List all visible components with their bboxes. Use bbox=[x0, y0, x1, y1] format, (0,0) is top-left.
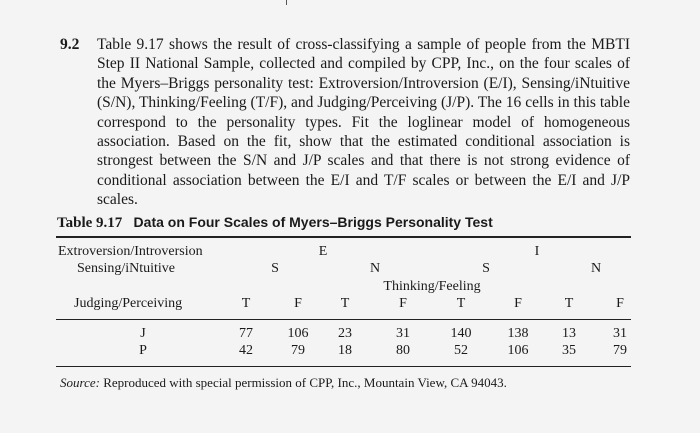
level-n-i: N bbox=[590, 261, 602, 276]
cell-p-5: 52 bbox=[454, 343, 468, 358]
exercise-number: 9.2 bbox=[60, 36, 80, 53]
table-header-rule bbox=[56, 319, 631, 320]
level-e: E bbox=[318, 244, 328, 259]
level-s-i: S bbox=[482, 261, 490, 276]
level-n-e: N bbox=[369, 261, 381, 276]
cell-j-8: 31 bbox=[613, 326, 627, 341]
row-label-j: J bbox=[140, 326, 146, 341]
cell-p-3: 18 bbox=[338, 343, 352, 358]
cell-j-1: 77 bbox=[239, 326, 253, 341]
cell-p-7: 35 bbox=[562, 343, 576, 358]
source-text: Reproduced with special permission of CPP, Inc., Mountain View, CA 94043. bbox=[103, 375, 507, 390]
table-title: Data on Four Scales of Myers–Briggs Personality Test bbox=[133, 214, 493, 230]
level-t-1: T bbox=[241, 296, 251, 311]
cell-j-5: 140 bbox=[450, 326, 472, 341]
level-i: I bbox=[534, 244, 540, 259]
cell-p-1: 42 bbox=[239, 343, 253, 358]
level-f-1: F bbox=[294, 296, 302, 311]
table-caption bbox=[57, 214, 493, 232]
cell-p-2: 79 bbox=[291, 343, 305, 358]
level-t-3: T bbox=[456, 296, 466, 311]
header-sensing-intuitive: Sensing/iNtuitive bbox=[77, 261, 175, 276]
level-t-4: T bbox=[564, 296, 574, 311]
header-thinking-feeling: Thinking/Feeling bbox=[383, 279, 481, 294]
cell-j-2: 106 bbox=[287, 326, 309, 341]
table-bottom-rule bbox=[56, 366, 631, 367]
page-tick-mark bbox=[286, 0, 287, 5]
cell-j-7: 13 bbox=[562, 326, 576, 341]
table-source-note bbox=[60, 375, 507, 391]
cell-j-6: 138 bbox=[507, 326, 529, 341]
level-f-4: F bbox=[616, 296, 624, 311]
cell-p-8: 79 bbox=[613, 343, 627, 358]
level-s-e: S bbox=[271, 261, 279, 276]
row-label-p: P bbox=[139, 343, 147, 358]
header-judging-perceiving: Judging/Perceiving bbox=[74, 296, 183, 311]
table-top-rule bbox=[56, 236, 631, 238]
exercise-text: Table 9.17 shows the result of cross-classifying a sample of people from the MBTI Step II National Sample, collected and compiled by CPP, Inc., on the four scales of the Myers–Briggs personality test: Extroversion/Introversion (E/I), Sensing/iNtuitive (S/N), Thinking/Feeling (T/F), and Judging/Perceiving (J/P). The 16 cells in this table correspond to the personality types. Fit the loglinear model of homogeneous association. Based on the fit, show that the estimated conditional association is strongest between the S/N and J/P scales and that there is not strong evidence of conditional association between the E/I and T/F scales or between the E/I and J/P scales. bbox=[97, 36, 630, 209]
cell-j-4: 31 bbox=[396, 326, 410, 341]
level-f-2: F bbox=[399, 296, 407, 311]
table-label: Table 9.17 bbox=[57, 215, 123, 231]
level-f-3: F bbox=[514, 296, 522, 311]
source-label: Source: bbox=[60, 375, 100, 390]
level-t-2: T bbox=[340, 296, 350, 311]
cell-p-6: 106 bbox=[507, 343, 529, 358]
cell-j-3: 23 bbox=[338, 326, 352, 341]
header-extroversion-introversion: Extroversion/Introversion bbox=[58, 244, 203, 259]
cell-p-4: 80 bbox=[396, 343, 410, 358]
